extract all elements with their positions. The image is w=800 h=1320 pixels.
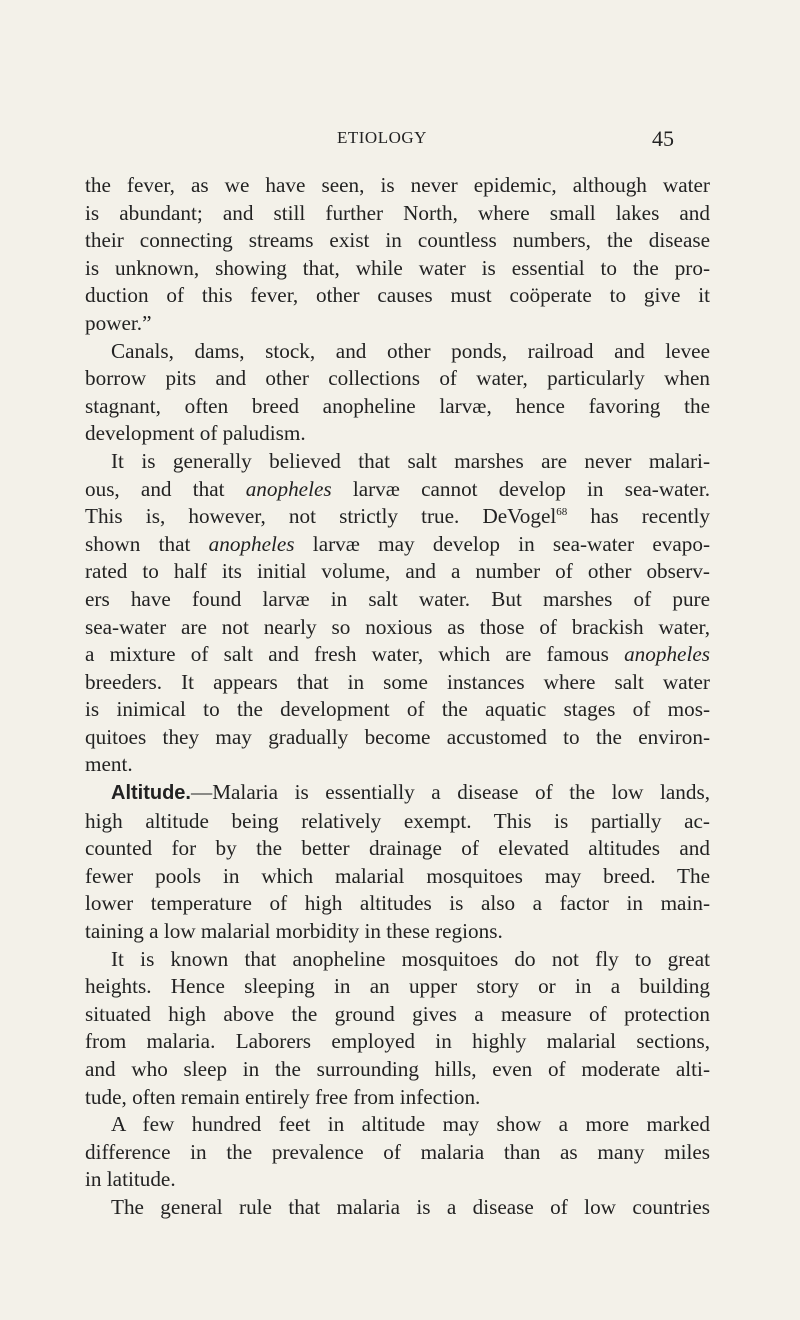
- text-line: [85, 835, 710, 863]
- text-run: Canals, dams, stock, and other ponds, railroad and levee: [111, 338, 710, 363]
- text-line: [85, 669, 710, 697]
- text-line: [85, 1111, 710, 1139]
- text-run: fewer pools in which malarial mosquitoes may breed. The: [85, 863, 710, 888]
- text-run: borrow pits and other collections of water, particularly when: [85, 366, 710, 391]
- text-line: [85, 808, 710, 836]
- text-line: [85, 227, 710, 255]
- text-line: [85, 641, 710, 669]
- text-line: [85, 890, 710, 918]
- text-run: a mixture of salt and fresh water, which are famous: [85, 642, 625, 667]
- section-heading: Altitude.: [111, 782, 191, 805]
- text-line: [85, 614, 710, 642]
- text-line: [85, 696, 710, 724]
- text-line: [85, 779, 710, 808]
- text-line: [85, 172, 710, 200]
- text-line: [85, 1166, 710, 1194]
- text-run: A few hundred feet in altitude may show a more marked: [111, 1112, 710, 1137]
- text-line: [85, 558, 710, 586]
- footnote-reference: 68: [556, 506, 568, 519]
- text-line: [85, 255, 710, 283]
- text-run: is abundant; and still further North, where small lakes and: [85, 200, 710, 225]
- text-line: [85, 1028, 710, 1056]
- text-line: [85, 282, 710, 310]
- text-run: from malaria. Laborers employed in highly malarial sections,: [85, 1029, 710, 1054]
- text-line: [85, 1194, 710, 1222]
- text-run: lower temperature of high altitudes is also a factor in main-: [85, 891, 710, 916]
- text-run: quitoes they may gradually become accustomed to the environ-: [85, 724, 710, 749]
- text-line: [85, 863, 710, 891]
- text-line: [85, 724, 710, 752]
- text-run: situated high above the ground gives a measure of protection: [85, 1001, 710, 1026]
- text-run: This is, however, not strictly true. DeVogel: [85, 504, 557, 529]
- text-line: [85, 946, 710, 974]
- text-line: [85, 1056, 710, 1084]
- text-line: [85, 448, 710, 476]
- text-run: ous, and that: [85, 476, 246, 501]
- text-line: [85, 365, 710, 393]
- text-line: [85, 973, 710, 1001]
- text-run: The general rule that malaria is a disease of low countries: [111, 1194, 710, 1219]
- text-run: their connecting streams exist in countless numbers, the disease: [85, 228, 710, 253]
- text-line: [85, 1139, 710, 1167]
- text-line: [85, 393, 710, 421]
- page-header: [0, 122, 800, 158]
- text-run: stagnant, often breed anopheline larvæ, hence favoring the: [85, 393, 710, 418]
- text-run: It is known that anopheline mosquitoes do not fly to great: [111, 946, 710, 971]
- text-run: difference in the prevalence of malaria than as many miles: [85, 1139, 710, 1164]
- text-run: ment.: [85, 752, 133, 777]
- text-line: [85, 310, 710, 338]
- text-run: sea-water are not nearly so noxious as those of brackish water,: [85, 614, 710, 639]
- text-line: [85, 200, 710, 228]
- text-run: tude, often remain entirely free from infection.: [85, 1084, 481, 1109]
- text-run: heights. Hence sleeping in an upper story or in a building: [85, 974, 710, 999]
- text-run: is unknown, showing that, while water is essential to the pro-: [85, 255, 710, 280]
- text-run: high altitude being relatively exempt. This is partially ac-: [85, 808, 710, 833]
- text-run: larvæ may develop in sea-water evapo-: [294, 531, 710, 556]
- text-line: [85, 503, 710, 531]
- text-run: duction of this fever, other causes must coöperate to give it: [85, 283, 710, 308]
- text-run: —Malaria is essentially a disease of the low lands,: [191, 780, 710, 805]
- italic-term: anopheles: [624, 642, 710, 667]
- text-line: [85, 338, 710, 366]
- text-line: [85, 476, 710, 504]
- text-run: counted for by the better drainage of elevated altitudes and: [85, 836, 710, 861]
- text-line: [85, 1084, 710, 1112]
- italic-term: anopheles: [245, 476, 332, 501]
- text-run: ers have found larvæ in salt water. But marshes of pure: [85, 586, 710, 611]
- text-line: [85, 918, 710, 946]
- text-line: [85, 531, 710, 559]
- text-line: [85, 751, 710, 779]
- text-run: in latitude.: [85, 1167, 176, 1192]
- text-run: It is generally believed that salt marshes are never malari-: [111, 448, 710, 473]
- text-line: [85, 1001, 710, 1029]
- text-run: and who sleep in the surrounding hills, even of moderate alti-: [85, 1057, 710, 1081]
- text-run: has recently: [567, 504, 710, 529]
- page-number: 45: [652, 126, 674, 151]
- text-run: breeders. It appears that in some instances where salt water: [85, 669, 710, 694]
- text-run: development of paludism.: [85, 421, 306, 446]
- italic-term: anopheles: [208, 531, 295, 556]
- text-line: [85, 420, 710, 448]
- text-line: [85, 586, 710, 614]
- text-run: shown that: [85, 531, 209, 556]
- text-run: larvæ cannot develop in sea-water.: [331, 476, 711, 501]
- body-text: [85, 172, 710, 1222]
- text-run: power.”: [85, 310, 152, 335]
- running-head: ETIOLOGY: [337, 128, 427, 147]
- text-run: the fever, as we have seen, is never epidemic, although water: [85, 173, 710, 197]
- text-run: is inimical to the development of the aquatic stages of mos-: [85, 697, 710, 722]
- text-run: taining a low malarial morbidity in these regions.: [85, 919, 503, 944]
- text-run: rated to half its initial volume, and a number of other observ-: [85, 559, 710, 584]
